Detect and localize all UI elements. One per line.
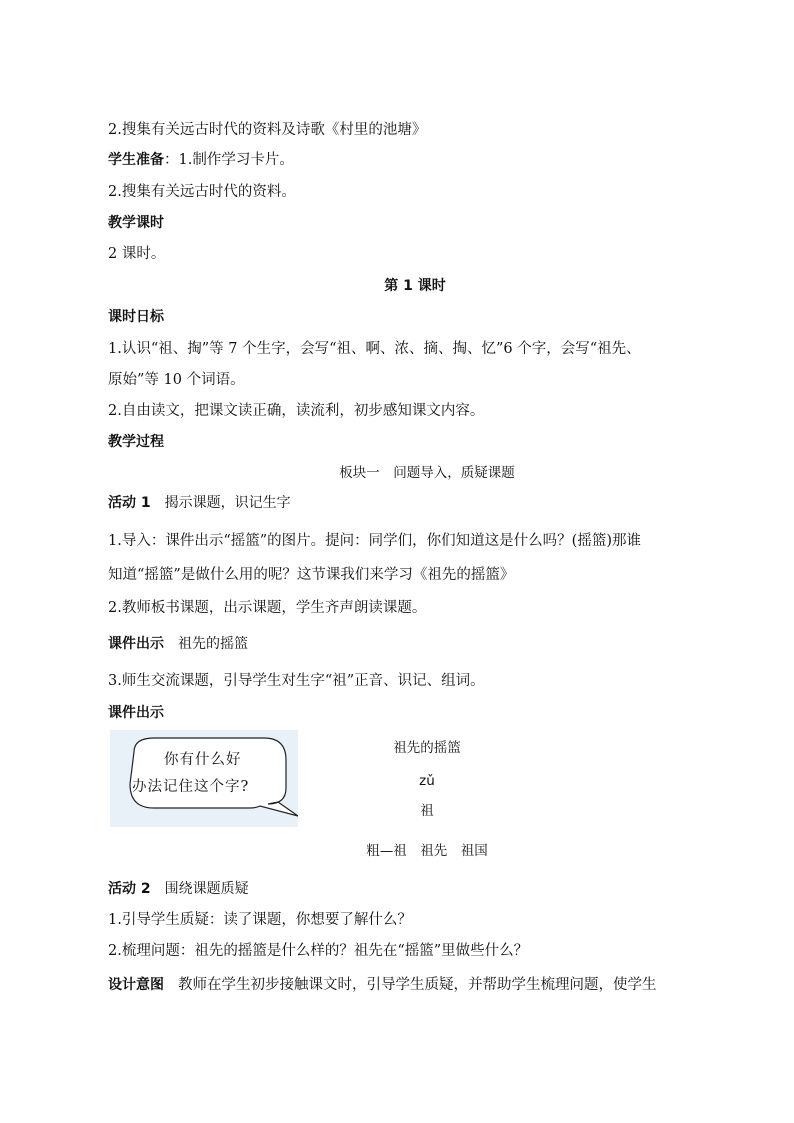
bubble-line-2: 办法记住这个字? [132, 779, 250, 795]
text-line: 1.引导学生质疑：读了课题，你想要了解什么？ [108, 912, 412, 928]
text-line: 1.导入：课件出示“摇篮”的图片。提问：同学们，你们知道这是什么吗？(摇篮)那谁 [108, 533, 641, 549]
student-prep-text: ：1.制作学习卡片。 [164, 152, 294, 168]
courseware-line [0, 634, 794, 654]
section-heading: 教学课时 [108, 215, 164, 231]
courseware-title: 祖先的摇篮 [178, 636, 248, 652]
activity-label: 活动 1 [108, 495, 151, 511]
pinyin: zǔ [419, 773, 435, 789]
text-line: 2.教师板书课题，出示课题，学生齐声朗读课题。 [108, 600, 427, 616]
courseware-label: 课件出示 [108, 705, 164, 721]
text-line: 原始”等 10 个词语。 [108, 372, 245, 388]
text-line: 2 课时。 [108, 246, 166, 262]
design-intent-text: 教师在学生初步接触课文时，引导学生质疑，并帮助学生梳理问题，使学生 [178, 977, 657, 993]
text-line [0, 120, 794, 140]
activity-label: 活动 2 [108, 881, 151, 897]
section-heading: 课时日标 [108, 309, 164, 325]
line-text: 2.搜集有关远古时代的资料。 [108, 184, 296, 200]
activity-heading [0, 493, 794, 513]
text-line: 知道“摇篮”是做什么用的呢？这节课我们来学习《祖先的摇篮》 [108, 567, 515, 583]
design-intent-label: 设计意图 [108, 977, 164, 993]
character: 祖 [420, 803, 434, 819]
line-text: 2.搜集有关远古时代的资料及诗歌《村里的池塘》 [108, 122, 427, 138]
block-heading: 板块一 问题导入，质疑课题 [339, 465, 515, 481]
bubble-line-1: 你有什么好 [164, 752, 242, 768]
activity-heading [0, 879, 794, 899]
text-line: 2.自由读文，把课文读正确，读流利，初步感知课文内容。 [108, 403, 485, 419]
text-line: 3.师生交流课题，引导学生对生字“祖”正音、识记、组词。 [108, 673, 485, 689]
text-line: 2.梳理问题：祖先的摇篮是什么样的？祖先在“摇篮”里做些什么？ [108, 943, 529, 959]
word-group: 粗—祖 祖先 祖国 [366, 843, 488, 859]
section-heading: 教学过程 [108, 434, 164, 450]
courseware-title: 祖先的摇篮 [393, 740, 461, 756]
text-line [0, 182, 794, 202]
student-prep-label: 学生准备 [108, 152, 164, 168]
text-line: 1.认识“祖、掏”等 7 个生字，会写“祖、啊、浓、摘、掏、忆”6 个字，会写“祖先、 [108, 341, 641, 357]
student-prep-line [0, 150, 794, 170]
activity-title: 围绕课题质疑 [164, 881, 249, 897]
activity-title: 揭示课题，识记生字 [164, 495, 291, 511]
design-intent-line [0, 975, 794, 995]
lesson-heading: 第 1 课时 [384, 278, 446, 294]
courseware-label: 课件出示 [108, 636, 164, 652]
